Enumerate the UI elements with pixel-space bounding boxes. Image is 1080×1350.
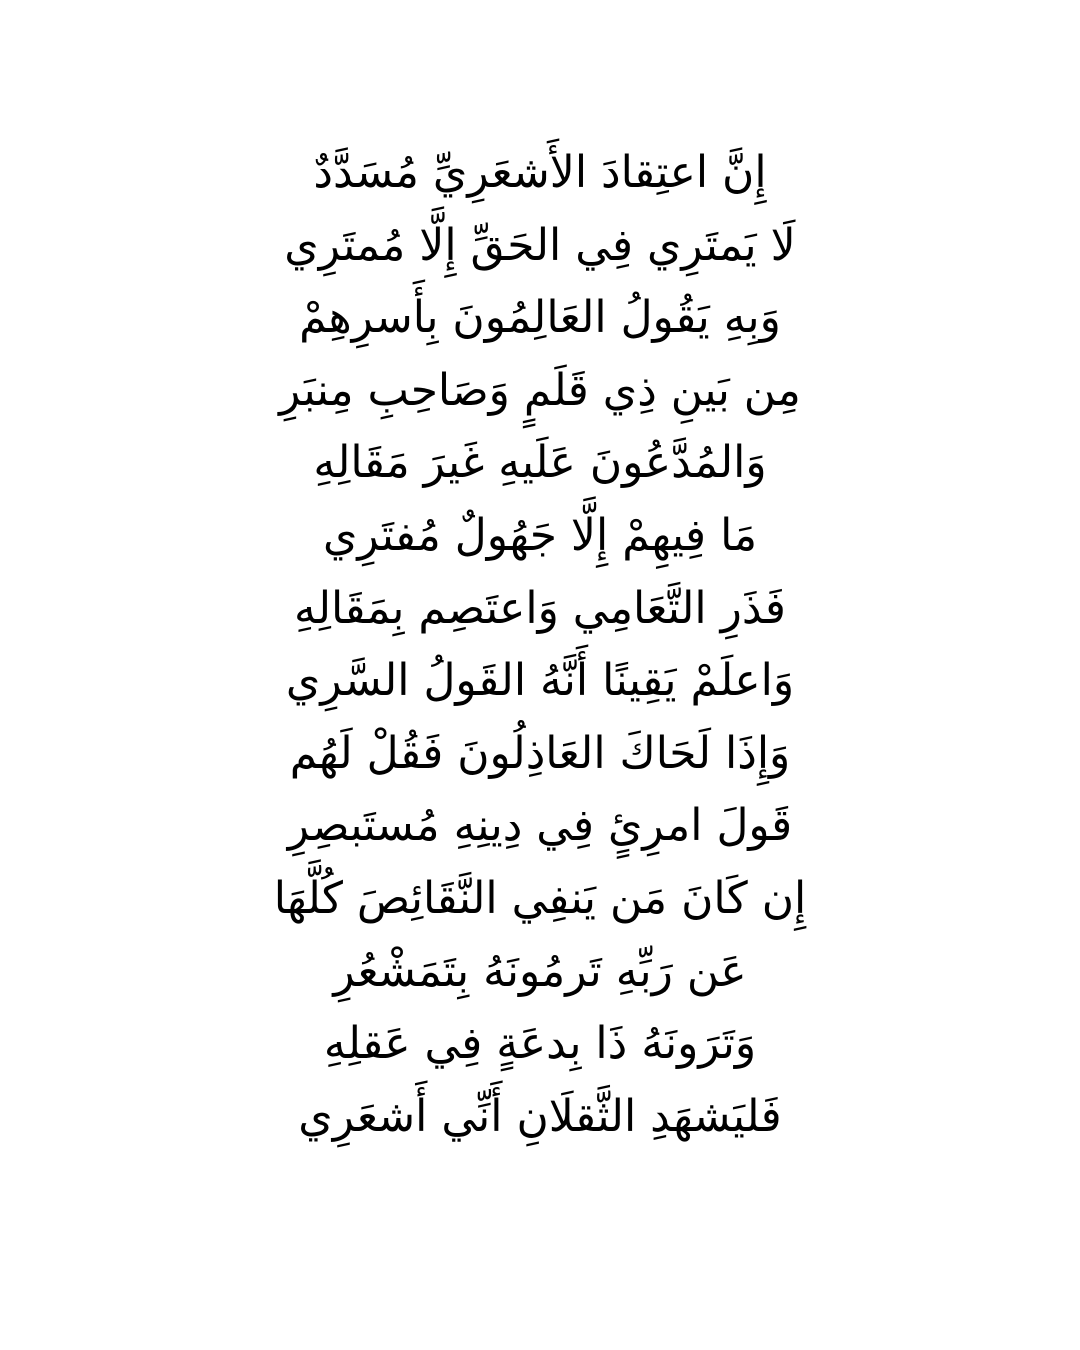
verse-line-10: قَولَ امرِئٍ فِي دِينِهِ مُستَبصِرِ (287, 800, 793, 852)
verse-line-1: إِنَّ اعتِقادَ الأَشعَرِيِّ مُسَدَّدٌ (313, 147, 767, 198)
verse-line-12: عَن رَبِّهِ تَرمُونَهُ بِتَمَشْعُرِ (333, 945, 747, 997)
verse-line-13: وَتَرَونَهُ ذَا بِدعَةٍ فِي عَقلِهِ (323, 1018, 757, 1070)
poem-verses (0, 137, 1080, 1153)
verse-line-2: لَا يَمتَرِي فِي الحَقِّ إِلَّا مُمتَرِي (284, 219, 796, 271)
verse-line-9: وَإِذَا لَحَاكَ العَاذِلُونَ فَقُلْ لَهُم (289, 727, 791, 779)
verse-line-14: فَليَشهَدِ الثَّقلَانِ أَنِّي أَشعَرِي (298, 1090, 782, 1142)
verse-line-6: مَا فِيهِمْ إِلَّا جَهُولٌ مُفتَرِي (322, 509, 758, 561)
verse-line-4: مِن بَينِ ذِي قَلَمٍ وَصَاحِبِ مِنبَرِ (279, 364, 801, 416)
verse-line-11: إِن كَانَ مَن يَنفِي النَّقَائِصَ كُلَّهَا (273, 872, 807, 924)
verse-line-8: وَاعلَمْ يَقِينًا أَنَّهُ القَولُ السَّرِي (285, 655, 795, 707)
verse-line-7: فَذَرِ التَّعَامِي وَاعتَصِم بِمَقَالِهِ (294, 582, 786, 634)
verse-line-5: وَالمُدَّعُونَ عَلَيهِ غَيرَ مَقَالِهِ (313, 437, 767, 489)
verse-line-3: وَبِهِ يَقُولُ العَالِمُونَ بِأَسرِهِمْ (299, 292, 781, 344)
